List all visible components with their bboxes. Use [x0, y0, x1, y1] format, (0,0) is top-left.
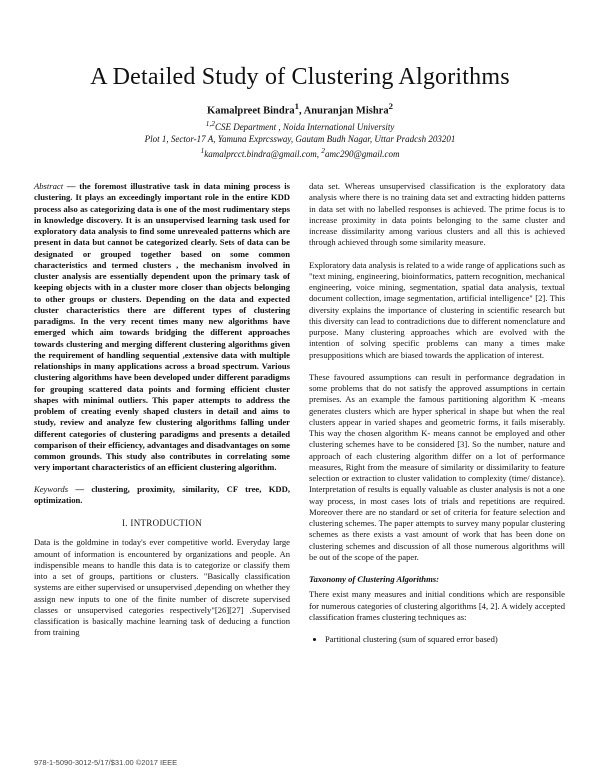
body-paragraph: data set. Whereas unsupervised classification is the exploratory data analysis where there is no training data set and extracting hidden patterns in data set with no labelled responses is achieved. The prime focus is to increase proximity in data points belonging to the same cluster and increase dissimilarity among various clusters and all this is achieved through achieved through some similarity measure. — [309, 181, 565, 248]
email-text: kamalprcct.bindra@gmail.com, — [204, 149, 322, 159]
list-item: • Partitional clustering (sum of squared error based) — [325, 634, 565, 645]
keywords-paragraph — [34, 484, 290, 507]
left-column — [34, 181, 290, 639]
email-text: amc290@gmail.com — [324, 149, 400, 159]
author-name: Kamalpreet Bindra — [207, 105, 295, 117]
section-heading: I. INTRODUCTION — [122, 518, 202, 528]
right-column — [309, 181, 565, 645]
affiliation-block — [0, 118, 600, 160]
body-paragraph: Exploratory data analysis is related to a wide range of applications such as "text mining, engineering, bioinformatics, pattern recognition, mechanical engineering, voice mining, segmentation, spatial data analysis, textual document collection, image segmentation, artificial intelligence" [2]. This diversity explains the importance of clustering in scientific research but this diversity can lead to contradictions due to different nomenclature and purpose. Many clustering approaches which are evolved with the intention of solving specific problems can many a times make presuppositions which are biased towards the application of interest. — [309, 259, 565, 360]
abstract-paragraph — [34, 181, 290, 474]
abstract-text: — the foremost illustrative task in data mining process is clustering. It plays an exceedingly important role in the entire KDD process also as categorizing data is one of the most rudimentary steps in knowledge discovery. It is an unsupervised learning task used for exploratory data analysis to find some unrevealed patterns which are present in data but cannot be categorized clearly. Sets of data can be designated or grouped together based on some common characteristics and termed clusters , the mechanism involved in cluster analysis are essentially dependent upon the primary task of keeping objects with in a cluster more closer than objects belonging to other groups or clusters. Depending on the data and expected cluster characteristics there are different types of clustering paradigms. In the very recent times many new algorithms have emerged which aim towards bridging the different approaches towards clustering and merging different clustering algorithms given the requirement of handling sequential ,extensive data with multiple relationships in many applications across a broad spectrum. Various clustering algorithms have been developed under different paradigms for grouping scattered data points and forming efficient cluster shapes with minimal outliers. This paper attempts to address the problem of creating evenly shaped clusters in detail and aims to study, review and analyze few clustering algorithms falling under different categories of clustering paradigms and presents a detailed comparison of their efficiency, advantages and disadvantages on some common grounds. This study also contributes in correlating some very important characteristics of an efficient clustering algorithm. — [34, 181, 290, 473]
email-line — [0, 145, 600, 160]
body-paragraph: Data is the goldmine in today's ever competitive world. Everyday large amount of information is encountered by organizations and people. An indispensible means to handle this data is to categorize or classify them into a set of groups, partitions or clusters. "Basically classification systems are either supervised or unsupervised ,depending on whether they assign new inputs to one of the finite number of discrete supervised classes or unsupervised categories respectively"[26][27] .Supervised classification is basically machine learning task of deducing a function from training — [34, 537, 290, 638]
author-superscript: 2 — [388, 101, 393, 111]
affiliation-superscript: 1,2 — [205, 119, 215, 128]
keywords-text: — clustering, proximity, similarity, CF tree, KDD, optimization. — [34, 483, 290, 505]
affiliation-line — [0, 118, 600, 133]
paper-title: A Detailed Study of Clustering Algorithms — [90, 64, 510, 90]
author-superscript: 1 — [294, 101, 300, 111]
body-paragraph: There exist many measures and initial conditions which are responsible for numerous categories of clustering algorithms [4, 2]. A widely accepted classification frames clustering techniques as: — [309, 589, 565, 622]
author-name: Anuranjan Mishra — [303, 105, 389, 117]
body-paragraph: These favoured assumptions can result in performance degradation in some problems that do not satisfy the approved assumptions in certain premises. As an example the famous partitioning algorithm K -means generates clusters which are hyper spherical in shape but when the real clusters appear in varied shapes and geometric forms, it fails miserably. This way the chosen algorithm K- means cannot be employed and other clustering schemes have to be considered [3]. So the number, nature and approach of each clustering algorithm differ on a lot of performance measures, Right from the measure of similarity or dissimilarity to feature selection or extraction to cluster validation to complexity (time/ distance). Interpretation of results is equally valuable as cluster analysis is not a one way process, in most cases lots of trials and repetitions are required. Moreover there are no standard or set of criteria for feature selection and clustering schemes. The paper attempts to survey many popular clustering schemes as there exists a vast amount of work that has been done on clustering schemes and discussion of all those numerous algorithms will be out of the scope of the paper. — [309, 371, 565, 562]
email-superscript: 2 — [321, 146, 325, 155]
author-line — [0, 101, 600, 117]
subsection-heading: Taxonomy of Clustering Algorithms: — [309, 574, 439, 584]
copyright-footer: 978-1-5090-3012-5/17/$31.00 ©2017 IEEE — [34, 758, 178, 767]
author-separator: , — [299, 105, 304, 117]
bullet-list — [309, 634, 565, 645]
keywords-label: Keywords — [34, 483, 69, 494]
affiliation-line: Plot 1, Sector-17 A, Yamuna Exprcssway, Gautam Budh Nagar, Uttar Pradcsh 203201 — [144, 134, 456, 144]
abstract-label: Abstract — [34, 181, 64, 191]
email-superscript: 1 — [200, 146, 205, 155]
affiliation-text: CSE Department , Noida International University — [214, 122, 395, 132]
